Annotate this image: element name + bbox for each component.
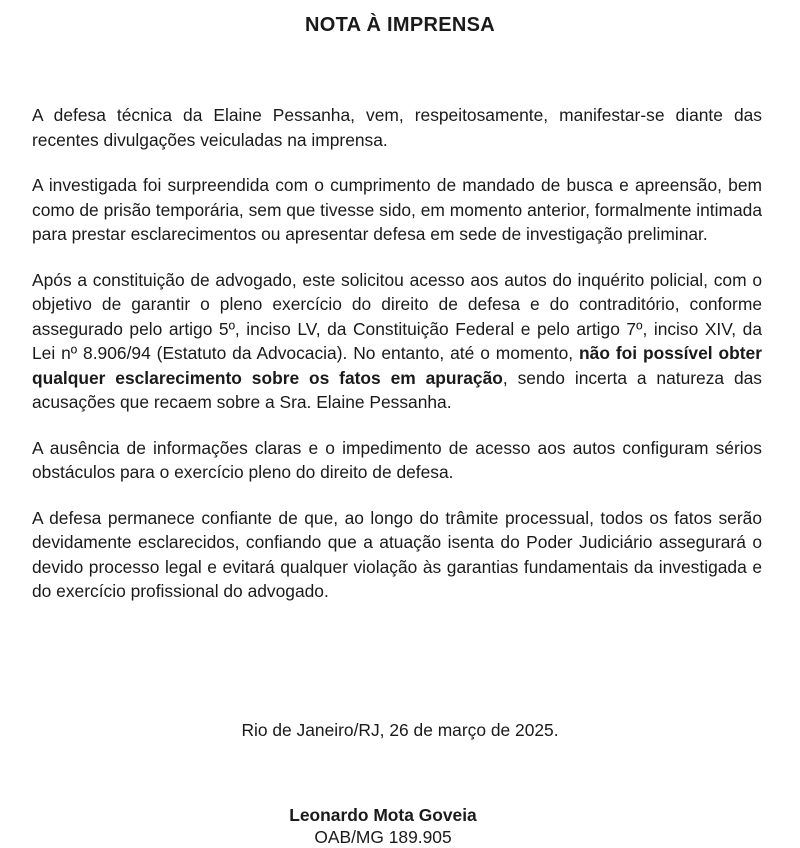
signer-oab-number: OAB/MG 189.905 [314, 827, 452, 847]
paragraph-search-warrant: A investigada foi surpreendida com o cumprimento de mandado de busca e apreensão, bem como de prisão temporária, sem que tivesse sido, em momento anterior, formalmente intimada para prestar esclarecimentos ou apresentar defesa em sede de investigação preliminar. [32, 175, 762, 244]
paragraph-access-request-emphasis: não foi possível obter qualquer esclarecimento sobre os fatos em apuração [32, 343, 762, 388]
signature-block [0, 804, 766, 848]
paragraph-access-request [32, 268, 762, 415]
paragraph-obstacles: A ausência de informações claras e o impedimento de acesso aos autos configuram sérios obstáculos para o exercício pleno do direito de defesa. [32, 437, 762, 482]
document-body [32, 103, 762, 625]
paragraph-confidence: A defesa permanece confiante de que, ao longo do trâmite processual, todos os fatos serão devidamente esclarecidos, confiando que a atuação isenta do Poder Judiciário assegurará o devido processo legal e evitará qualquer violação às garantias fundamentais da investigada e do exercício profissional do advogado. [32, 507, 762, 601]
document-title: NOTA À IMPRENSA [304, 14, 496, 36]
signer-name: Leonardo Mota Goveia [289, 805, 477, 825]
paragraph-access-request-tail: , sendo incerta a natureza das acusações que recaem sobre a Sra. Elaine Pessanha. [32, 367, 762, 412]
date-line: Rio de Janeiro/RJ, 26 de março de 2025. [241, 720, 559, 740]
paragraph-intro: A defesa técnica da Elaine Pessanha, vem, respeitosamente, manifestar-se diante das recentes divulgações veiculadas na imprensa. [32, 105, 762, 150]
paragraph-access-request-text: Após a constituição de advogado, este solicitou acesso aos autos do inquérito policial, com o objetivo de garantir o pleno exercício do direito de defesa e do contraditório, conforme assegurado pelo artigo 5º, inciso LV, da Constituição Federal e pelo artigo 7º, inciso XIV, da Lei nº 8.906/94 (Estatuto da Advocacia). No entanto, até o momento, [32, 269, 762, 363]
